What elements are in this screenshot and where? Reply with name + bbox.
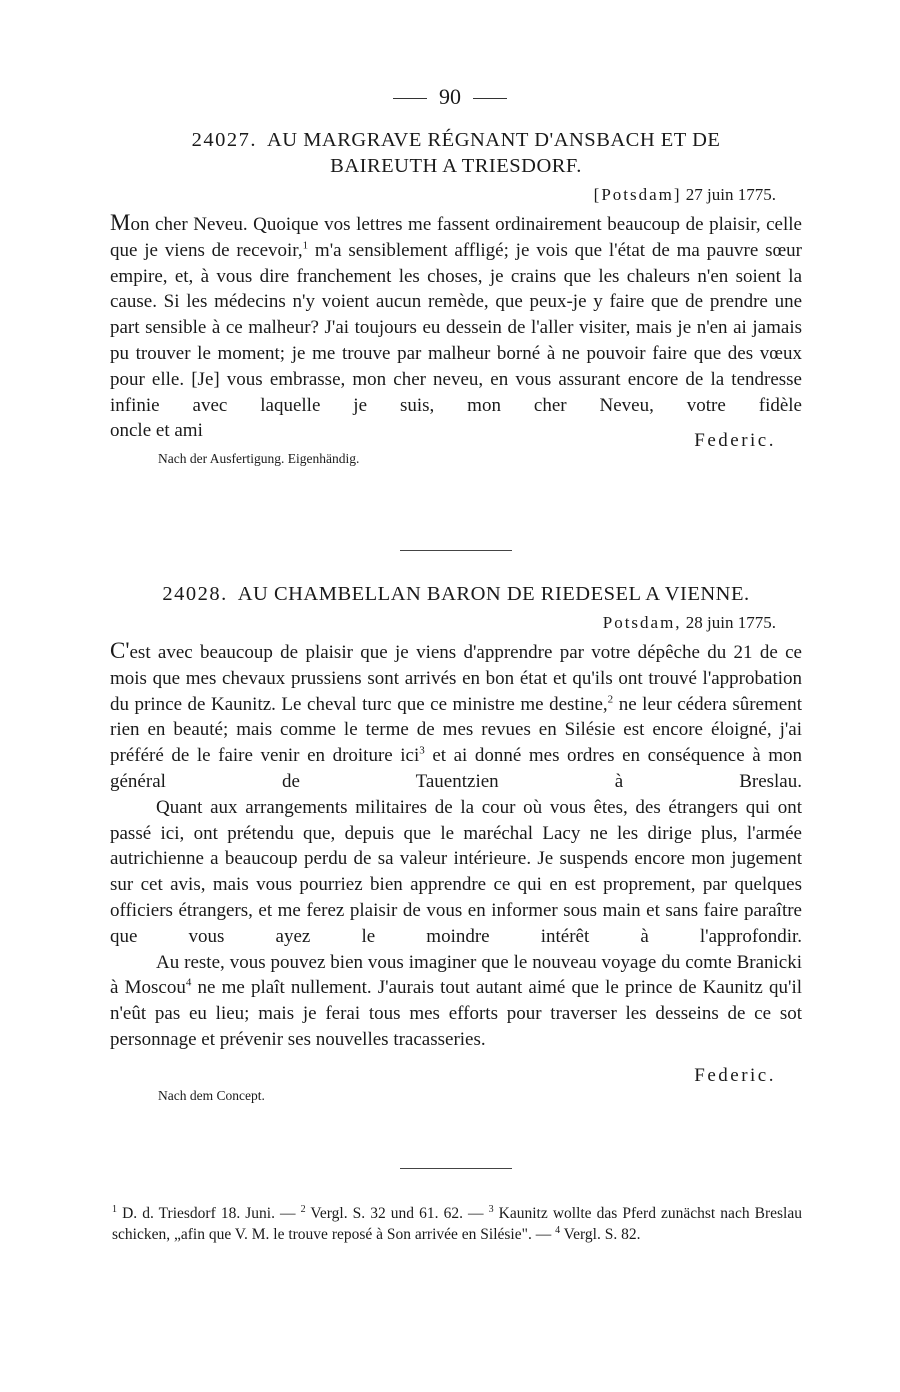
section-separator	[400, 550, 512, 551]
letter-dateline	[110, 183, 802, 207]
letter-number: 24027.	[191, 129, 257, 151]
footnote-marker: 1	[302, 239, 309, 252]
letter-paragraph: Mon cher Neveu. Quoique vos lettres me fassent ordinairement beaucoup de plaisir, celle que je viens de recevoir,$^1$ m'a sensiblement affligé; je vois que l'état de ma pauvre sœur empire, et, à vous dire franchement les choses, je crains que les chaleurs n'en soient la cause. Si les médecins n'y voient aucun remède, que peux-je y faire que de prendre une part sensible à ce malheur? J'ai toujours eu dessein de l'aller visiter, mais je n'en ai jamais pu trouver le moment; je me trouve par malheur borné à ne pouvoir faire que des vœux pour elle. [Je] vous embrasse, mon cher neveu, en vous assurant encore de la tendresse infinie avec laquelle je suis, mon cher Neveu, votre fidèle	[110, 210, 803, 416]
page-number-rule-right	[473, 98, 507, 99]
letter-24027	[110, 128, 802, 468]
letter-heading	[110, 128, 802, 153]
page-number-text: 90	[439, 84, 461, 109]
letter-24028	[110, 582, 802, 1105]
footnote-marker: 3	[419, 744, 425, 757]
letter-body	[110, 638, 802, 1086]
letter-date: 27 juin 1775.	[685, 185, 776, 204]
footnote-marker: 1	[112, 1203, 117, 1215]
letter-closing-row	[110, 418, 802, 452]
letter-source-note: Nach dem Concept.	[158, 1087, 265, 1103]
footnote-marker: 2	[607, 693, 614, 706]
letter-paragraph: Quant aux arrangements militaires de la cour où vous êtes, des étrangers qui ont passé ici, ont prétendu que, depuis que le maréchal Lacy ne les dirige plus, l'armée autrichienne a beaucoup perdu de sa valeur intérieure. Je suspends encore mon jugement sur cet avis, mais vous pourriez bien apprendre ce qui en est proprement, par quelques officiers étrangers, et me ferez plaisir de vous en informer sous main et sans faire paraître que vous ayez le moindre intérêt à l'approfondir.	[110, 796, 802, 947]
letter-dateline	[110, 611, 802, 635]
page-number-rule-left	[393, 98, 427, 99]
footnote-marker: 3	[488, 1203, 494, 1215]
letter-heading-line2: BAIREUTH A TRIESDORF.	[330, 155, 582, 177]
footnote-marker: 2	[300, 1203, 306, 1215]
page-number	[0, 84, 900, 110]
letter-heading-line1: AU CHAMBELLAN BARON DE RIEDESEL A VIENNE.	[237, 583, 750, 605]
letter-closing-row	[110, 1053, 802, 1086]
letter-signature: Federic.	[694, 1064, 776, 1086]
letter-heading-line1: AU MARGRAVE RÉGNANT D'ANSBACH ET DE	[266, 129, 721, 151]
footnote-marker: 4	[185, 977, 192, 990]
letter-signature: Federic.	[694, 430, 776, 452]
footnote-separator	[400, 1168, 512, 1169]
footnotes-text: $^1$ D. d. Triesdorf 18. Juni. — $^2$ Vergl. S. 32 und 61. 62. — $^3$ Kaunitz wollte das Pferd zunächst nach Breslau schicken, „afin que V. M. le trouve reposé à Son arrivée en Silésie". — $^4$ Vergl. S. 82.	[112, 1203, 802, 1243]
letter-closing: oncle et ami	[110, 420, 203, 442]
letter-body	[110, 210, 803, 452]
letter-heading	[110, 582, 802, 607]
letter-number: 24028.	[162, 583, 228, 605]
letter-paragraph: Au reste, vous pouvez bien vous imaginer que le nouveau voyage du comte Branicki à Moscou$^4$ ne me plaît nullement. J'aurais tout autant aimé que le prince de Kaunitz qu'il n'eût pas eu lieu; mais je ferai tous mes efforts pour traverser les desseins de ce sot personnage et prévenir ses nouvelles tracasseries.	[110, 951, 802, 1050]
letter-paragraph: C'est avec beaucoup de plaisir que je viens d'apprendre par votre dépêche du 21 de ce mois que mes chevaux prussiens sont arrivés en bon état et qu'ils ont trouvé l'approbation du prince de Kaunitz. Le cheval turc que ce ministre me destine,$^2$ ne leur cédera sûrement rien en beauté; mais comme le terme de mes revues en Silésie est encore éloigné, j'ai préféré de le faire venir en droiture ici$^3$ et ai donné mes ordres en conséquence à mon général de Tauentzien à Breslau.	[110, 638, 802, 792]
letter-place: [Potsdam]	[593, 185, 682, 204]
letter-place: Potsdam,	[602, 613, 682, 632]
footnotes	[112, 1204, 802, 1245]
letter-date: 28 juin 1775.	[685, 613, 776, 632]
footnote-marker: 4	[555, 1224, 561, 1236]
letter-source-note: Nach der Ausfertigung. Eigenhändig.	[158, 451, 360, 467]
